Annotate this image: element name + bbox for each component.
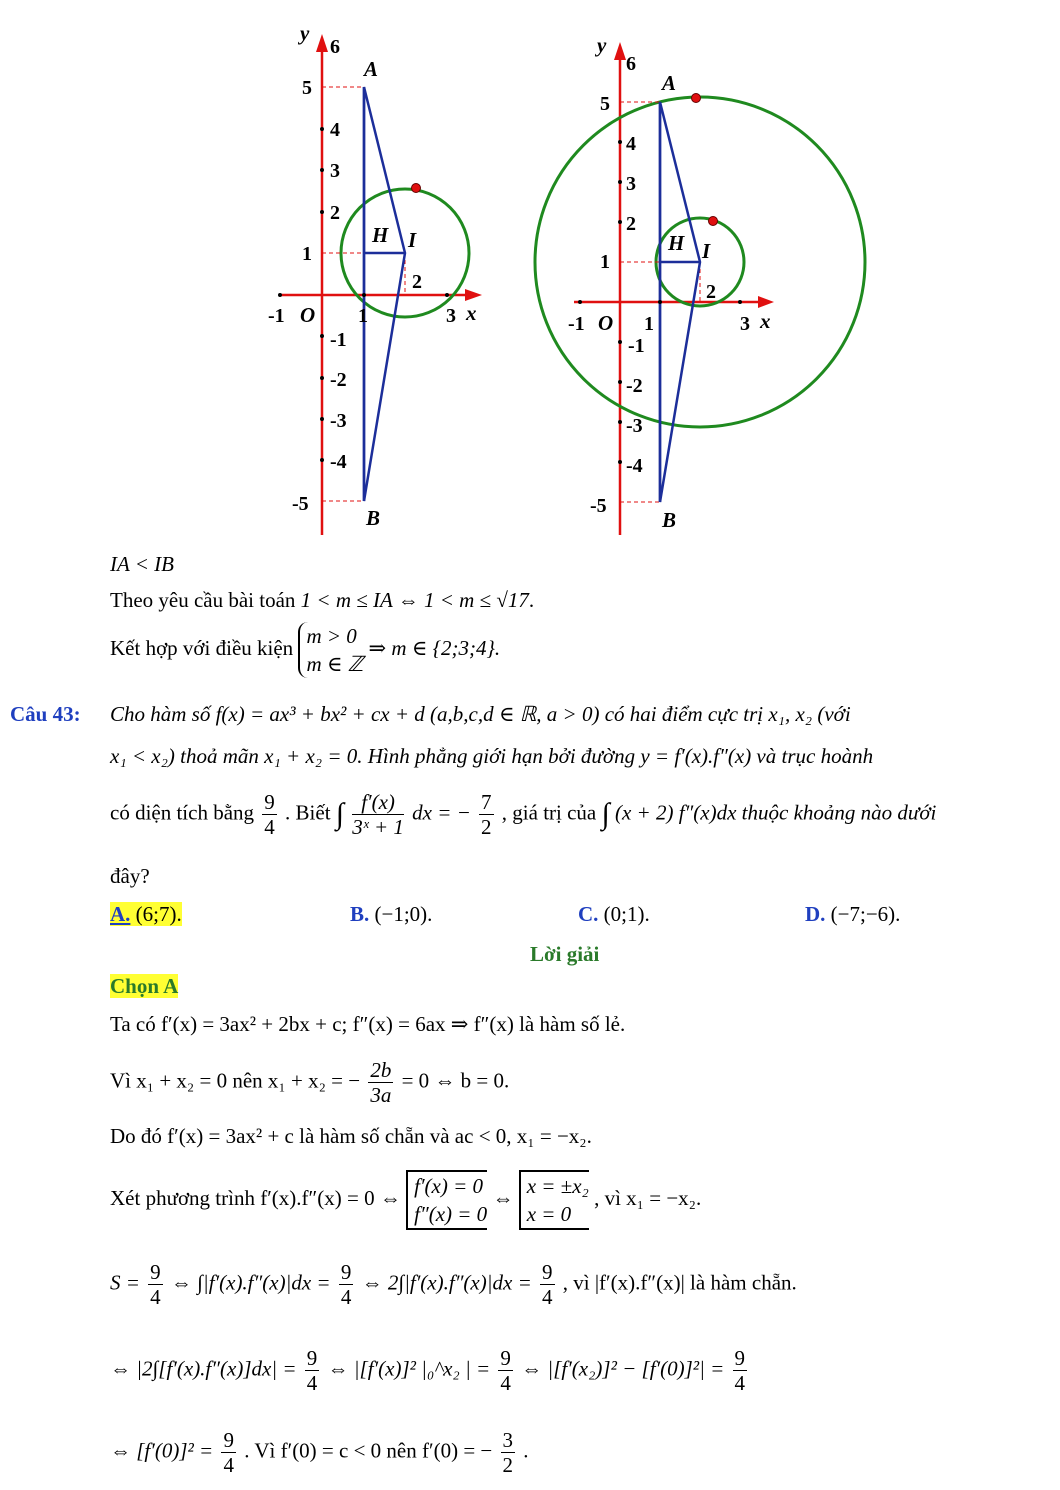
- y-axis-arrow-icon: [614, 42, 626, 60]
- solution-step-1: Ta có f′(x) = 3ax² + 2bx + c; f″(x) = 6ax ⇒ f″(x) là hàm số lẻ.: [110, 1012, 626, 1036]
- tick-2: 2: [626, 213, 636, 235]
- tick-m4: -4: [626, 455, 643, 477]
- tick-m3: -3: [626, 415, 643, 437]
- label-y: y: [597, 33, 607, 57]
- solution-step-3: Do đó f′(x) = 3ax² + c là hàm số chẵn và ac < 0, x₁ = −x₂.: [110, 1124, 592, 1148]
- question-line-4: đây?: [110, 864, 150, 888]
- tick-x-3: 3: [740, 313, 750, 335]
- line-ia-ib: IA < IB: [110, 552, 174, 576]
- label-A: A: [662, 71, 677, 95]
- tick-6: 6: [626, 53, 636, 75]
- choose-answer: Chọn A: [110, 974, 179, 998]
- label-I: I: [702, 239, 711, 263]
- tick-m2: -2: [626, 375, 643, 397]
- question-label: Câu 43:: [10, 702, 81, 726]
- tick-x-2: 2: [706, 281, 716, 303]
- tick-3: 3: [330, 160, 340, 182]
- tick-5: 5: [600, 93, 610, 115]
- question-line-2: x₁ < x₂) thoả mãn x₁ + x₂ = 0. Hình phẳng giới hạn bởi đường y = f′(x).f″(x) và trục hoành: [110, 744, 874, 768]
- line-combine: Kết hợp với điều kiện m > 0 m ∈ ℤ ⇒ m ∈ {2;3;4}.: [110, 624, 501, 676]
- tick-1: 1: [600, 251, 610, 273]
- tick-m4: -4: [330, 451, 347, 473]
- integral-icon: ∫: [601, 797, 610, 831]
- option-b[interactable]: B. (−1;0).: [350, 902, 433, 926]
- circle-point: [412, 184, 421, 193]
- tick-m5: -5: [292, 493, 309, 515]
- tick-3: 3: [626, 173, 636, 195]
- y-axis-arrow-icon: [316, 34, 328, 52]
- tick-2: 2: [330, 202, 340, 224]
- solution-step-7: ⇔ [f′(0)]² = $\frac{9}{4}$ . Vì f′(0) = c < 0 nên f′(0) = − $\frac{3}{2}$ .: [110, 1428, 529, 1477]
- tick-4: 4: [330, 119, 340, 141]
- tick-m2: -2: [330, 369, 347, 391]
- label-B: B: [662, 508, 677, 532]
- label-y: y: [300, 21, 310, 45]
- tick-x-m1: -1: [268, 305, 285, 327]
- label-H: H: [372, 223, 389, 247]
- figure-left: [260, 20, 500, 535]
- question-line-3: có diện tích bằng $\frac{9}{4}$ . Biết ∫ $\frac{f'(x)}{\text{3ˣ + 1}}$ dx = − $\frac{7}{2}$ , giá trị của ∫ (x + 2) f″(x)dx thuộc khoảng nào dưới: [110, 790, 937, 839]
- tick-m5: -5: [590, 495, 607, 517]
- tick-4: 4: [626, 133, 636, 155]
- solution-step-2: Vì x₁ + x₂ = 0 nên x₁ + x₂ = − $\frac{2b}{3a}$ = 0 ⇔ b = 0.: [110, 1058, 510, 1107]
- tick-x-1: 1: [644, 313, 654, 335]
- figure-right: [530, 30, 875, 535]
- label-origin: O: [598, 311, 614, 335]
- x-axis-arrow-icon: [465, 289, 482, 301]
- solution-title: Lời giải: [530, 942, 600, 966]
- tick-x-3: 3: [446, 305, 456, 327]
- tick-x-2: 2: [412, 271, 422, 293]
- solution-step-4: Xét phương trình f′(x).f″(x) = 0 ⇔ f′(x) = 0 f″(x) = 0 ⇔ x = ±x₂ x = 0 , vì x₁ = −x₂.: [110, 1170, 701, 1230]
- label-H: H: [668, 231, 685, 255]
- label-origin: O: [300, 303, 316, 327]
- circle-small-point: [709, 217, 718, 226]
- label-x: x: [760, 309, 771, 333]
- tick-6: 6: [330, 36, 340, 58]
- tick-x-m1: -1: [568, 313, 585, 335]
- label-A: A: [364, 57, 379, 81]
- option-c[interactable]: C. (0;1).: [578, 902, 650, 926]
- label-x: x: [466, 301, 477, 325]
- option-a[interactable]: A. (6;7).: [110, 902, 182, 926]
- line-condition: Theo yêu cầu bài toán 1 < m ≤ IA ⇔ 1 < m ≤ √17.: [110, 588, 535, 612]
- label-I: I: [408, 228, 417, 252]
- solution-step-6: ⇔ |2∫[f′(x).f″(x)]dx| = $\frac{9}{4}$ ⇔ |[f′(x)]² |₀^x₂ | = $\frac{9}{4}$ ⇔ |[f′(x₂)]² − [f′(0)]²| = $\frac{9}{4}$: [110, 1346, 746, 1395]
- tick-1: 1: [302, 243, 312, 265]
- circle-large-point: [692, 94, 701, 103]
- tick-5: 5: [302, 77, 312, 99]
- x-axis-arrow-icon: [758, 296, 774, 308]
- integral-icon: ∫: [335, 797, 345, 831]
- solution-step-5: S = $\frac{9}{4}$ ⇔ ∫|f′(x).f″(x)|dx = $\frac{9}{4}$ ⇔ 2∫|f′(x).f″(x)|dx = $\frac{9}{4}$ , vì |f′(x).f″(x)| là hàm chẵn.: [110, 1260, 797, 1309]
- tick-m3: -3: [330, 410, 347, 432]
- tick-m1: -1: [628, 335, 645, 357]
- question-line-1: Cho hàm số f(x) = ax³ + bx² + cx + d (a,b,c,d ∈ ℝ, a > 0) có hai điểm cực trị x₁, x₂ (với: [110, 702, 851, 726]
- label-B: B: [366, 506, 381, 530]
- tick-m1: -1: [330, 329, 347, 351]
- tick-x-1: 1: [358, 305, 368, 327]
- option-d[interactable]: D. (−7;−6).: [805, 902, 901, 926]
